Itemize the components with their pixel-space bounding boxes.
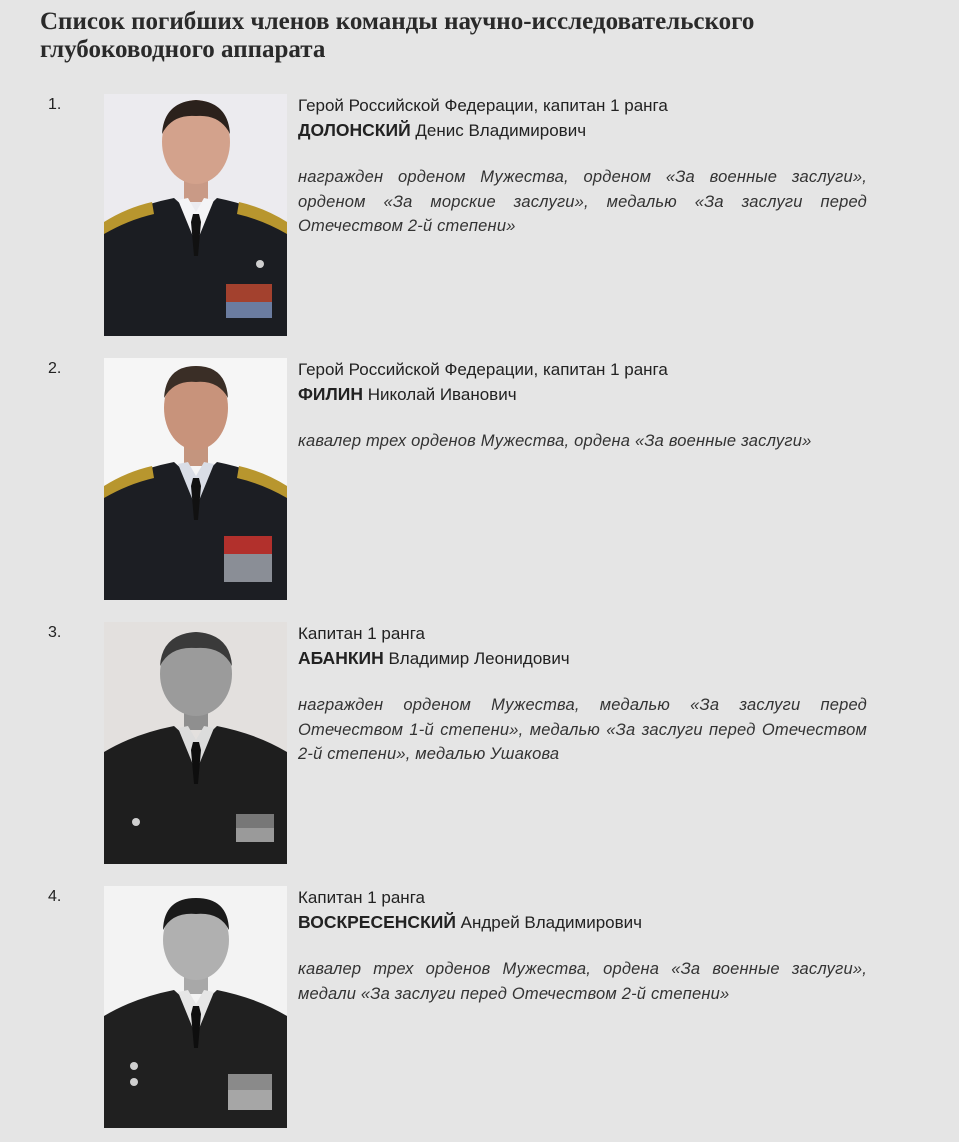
entry-given-names: Владимир Леонидович — [388, 649, 570, 668]
entry-awards: кавалер трех орденов Мужества, ордена «За военные заслуги», медали «За заслуги перед Отечеством 2-й степени» — [298, 960, 867, 1003]
entry-info — [298, 358, 867, 454]
entry-name — [298, 382, 867, 407]
entry-awards: награжден орденом Мужества, орденом «За военные заслуги», орденом «За морские заслуги», медалью «За заслуги перед Отечеством 2-й степени» — [298, 168, 867, 235]
entry-number: 1. — [48, 96, 62, 113]
entry-name — [298, 910, 867, 935]
entry-info — [298, 886, 867, 1006]
entry-name — [298, 118, 867, 143]
entry-number: 4. — [48, 888, 62, 905]
portrait-photo — [104, 622, 287, 864]
portrait-photo — [104, 358, 287, 600]
list-item — [0, 358, 959, 602]
entry-surname: ДОЛОНСКИЙ — [298, 120, 411, 140]
entry-rank: Герой Российской Федерации, капитан 1 ранга — [298, 360, 668, 379]
entry-info — [298, 94, 867, 239]
entry-rank: Капитан 1 ранга — [298, 888, 425, 907]
entry-given-names: Николай Иванович — [367, 385, 517, 404]
portrait-officer-icon — [104, 358, 287, 600]
entry-name — [298, 646, 867, 671]
portrait-officer-icon — [104, 94, 287, 336]
list-item — [0, 886, 959, 1130]
list-item — [0, 622, 959, 866]
entry-number: 3. — [48, 624, 62, 641]
entry-rank: Герой Российской Федерации, капитан 1 ранга — [298, 96, 668, 115]
list-item — [0, 94, 959, 338]
entry-rank: Капитан 1 ранга — [298, 624, 425, 643]
portrait-photo — [104, 886, 287, 1128]
portrait-photo — [104, 94, 287, 336]
portrait-officer-icon — [104, 622, 287, 864]
portrait-officer-icon — [104, 886, 287, 1128]
entry-awards: кавалер трех орденов Мужества, ордена «За военные заслуги» — [298, 432, 812, 450]
page-title: Список погибших членов команды научно-исследовательского глубоководного аппарата — [40, 8, 755, 63]
entry-surname: ВОСКРЕСЕНСКИЙ — [298, 912, 456, 932]
entry-awards: награжден орденом Мужества, медалью «За заслуги перед Отечеством 1-й степени», медалью «За заслуги перед Отечеством 2-й степени», медалью Ушакова — [298, 696, 867, 763]
entry-given-names: Андрей Владимирович — [460, 913, 643, 932]
entry-given-names: Денис Владимирович — [415, 121, 587, 140]
entry-surname: АБАНКИН — [298, 648, 384, 668]
entry-info — [298, 622, 867, 767]
entry-number: 2. — [48, 360, 62, 377]
entry-surname: ФИЛИН — [298, 384, 364, 404]
